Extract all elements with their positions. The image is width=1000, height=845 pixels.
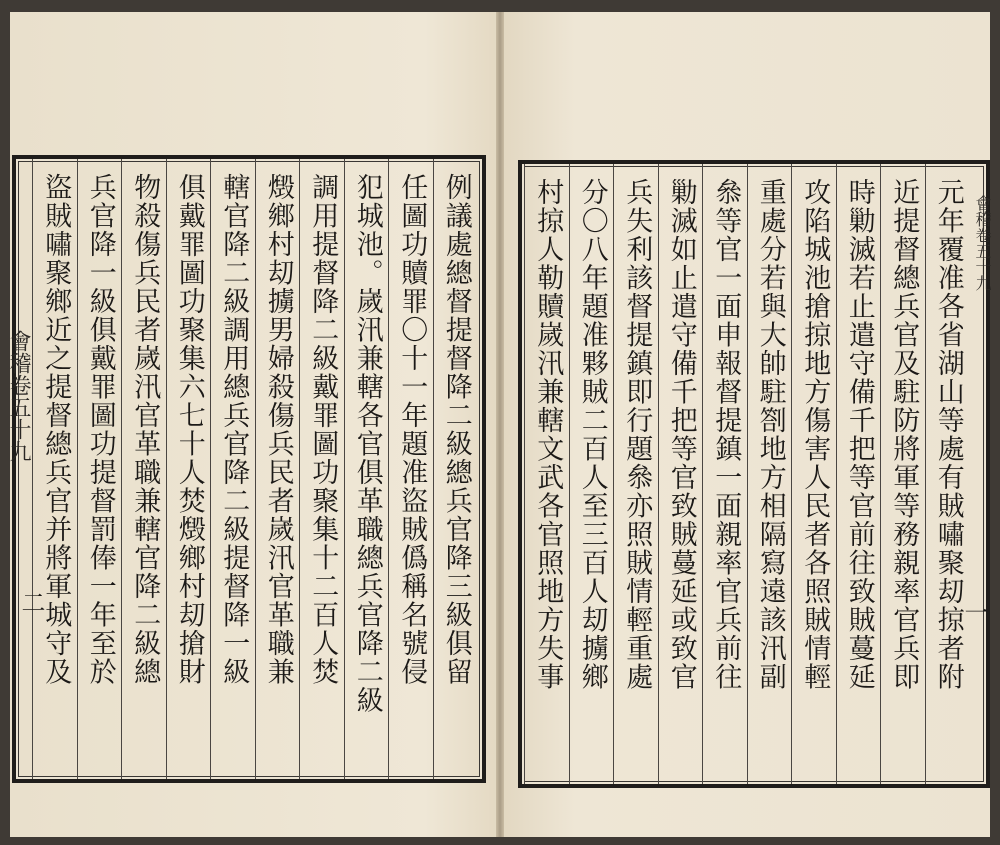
text-column <box>299 159 345 779</box>
column-text: 俱戴罪圖功聚集六七十人焚燬鄉村刧搶財 <box>173 173 205 686</box>
text-column <box>747 164 793 784</box>
column-text: 兵官降一級俱戴罪圖功提督罰俸一年至於 <box>84 173 116 686</box>
column-text: 犯城池。嵗汛兼轄各官俱革職總兵官降二級 <box>351 173 383 715</box>
left-fish-tail-title: 會稽卷五十九 <box>6 330 31 462</box>
text-column <box>524 164 570 784</box>
column-text: 任圖功贖罪〇十一年題准盜賊僞稱名號侵 <box>396 173 428 686</box>
text-column <box>344 159 390 779</box>
right-fish-tail-title: 會稽卷五十九 <box>973 195 992 291</box>
text-column <box>925 164 971 784</box>
column-text: 時勦滅若止遣守備千把等官前往致賊蔓延 <box>843 178 875 691</box>
column-text: 近提督總兵官及駐防將軍等務親率官兵即 <box>888 178 920 691</box>
text-column <box>791 164 837 784</box>
text-column <box>613 164 659 784</box>
right-text-frame <box>518 160 990 788</box>
right-page-number: 一 <box>960 600 988 624</box>
text-column <box>255 159 301 779</box>
text-column <box>433 159 479 779</box>
text-column <box>77 159 123 779</box>
column-text: 例議處總督提督降二級總兵官降三級俱留 <box>440 173 472 686</box>
text-column <box>121 159 167 779</box>
left-text-frame <box>6 155 486 783</box>
text-column <box>880 164 926 784</box>
text-column <box>388 159 434 779</box>
text-column <box>210 159 256 779</box>
column-text: 攻陷城池搶掠地方傷害人民者各照賊情輕 <box>799 178 831 691</box>
column-text: 重處分若與大帥駐劄地方相隔寫遠該汛副 <box>754 178 786 691</box>
column-text: 盜賊嘯聚鄉近之提督總兵官并將軍城守及 <box>40 173 72 686</box>
text-column <box>166 159 212 779</box>
text-column <box>836 164 882 784</box>
text-column <box>32 159 78 779</box>
column-text: 燬鄉村刧擄男婦殺傷兵民者嵗汛官革職兼 <box>262 173 294 686</box>
column-text: 村掠人勒贖嵗汛兼轄文武各官照地方失事 <box>532 178 564 691</box>
column-text: 調用提督降二級戴罪圖功聚集十二百人焚 <box>307 173 339 686</box>
column-text: 兵失利該督提鎮即行題叅亦照賊情輕重處 <box>621 178 653 691</box>
text-column <box>702 164 748 784</box>
text-column <box>658 164 704 784</box>
column-text: 分〇八年題准夥賊二百人至三百人刧擄鄉 <box>576 178 608 691</box>
column-text: 物殺傷兵民者嵗汛官革職兼轄官降二級總 <box>129 173 161 686</box>
column-text: 元年覆准各省湖山等處有賊嘯聚刧掠者附 <box>932 178 964 691</box>
left-page-number: 二 <box>17 590 45 614</box>
text-column <box>569 164 615 784</box>
book-gutter <box>496 12 504 837</box>
column-text: 勦滅如止遣守備千把等官致賊蔓延或致官 <box>665 178 697 691</box>
column-text: 叅等官一面申報督提鎮一面親率官兵前往 <box>710 178 742 691</box>
column-text: 轄官降二級調用總兵官降二級提督降一級 <box>218 173 250 686</box>
